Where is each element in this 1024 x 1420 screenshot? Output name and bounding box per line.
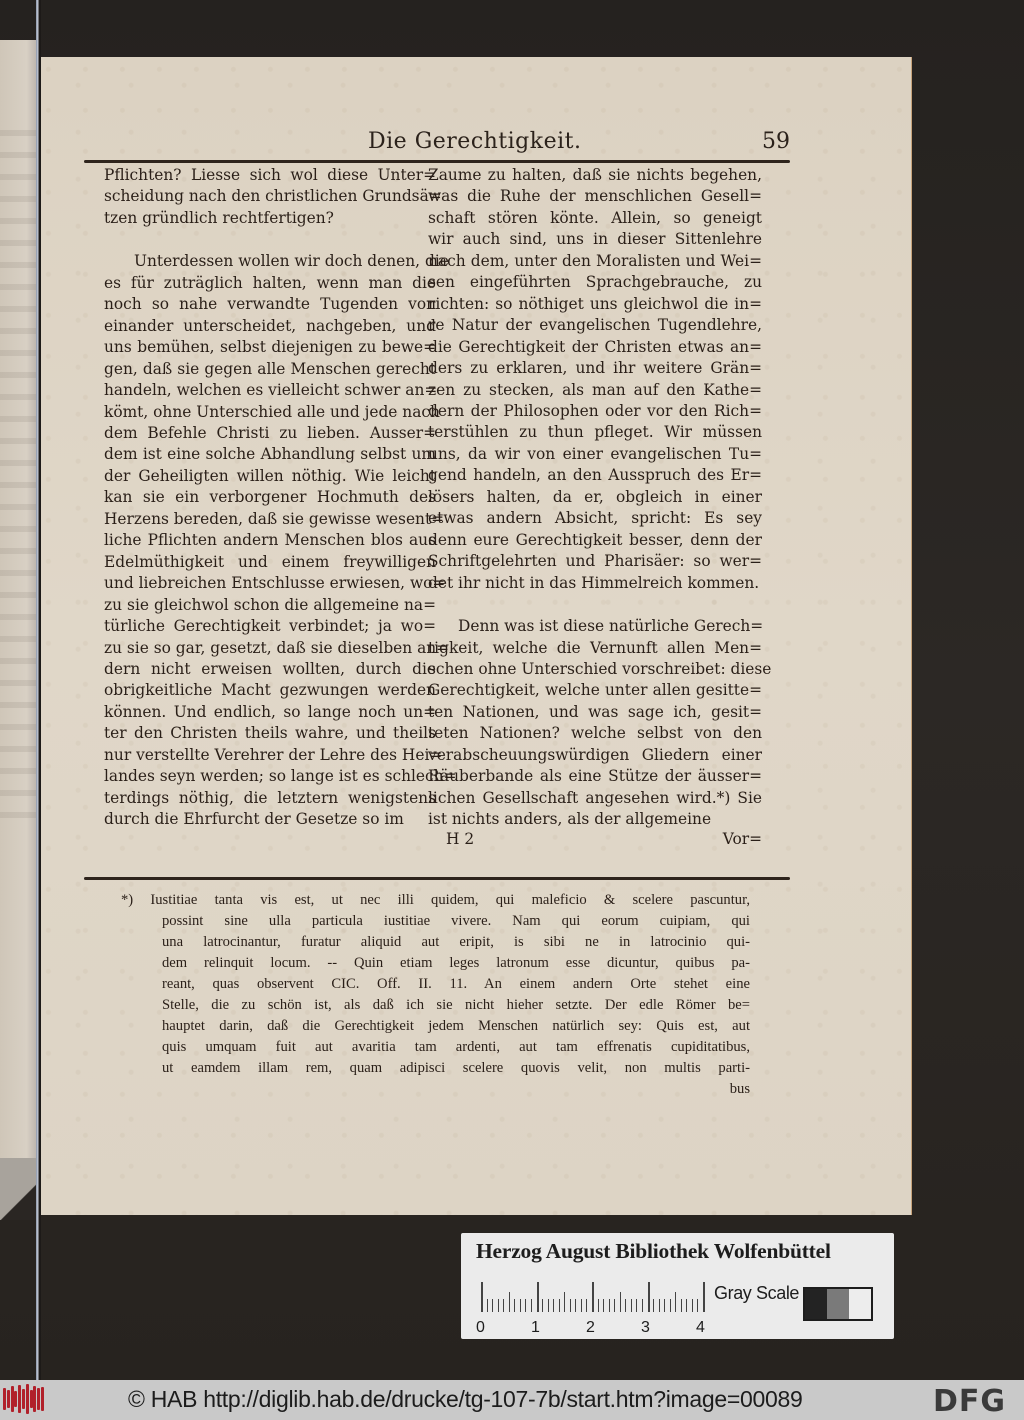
text-line: handeln, welchen es vielleicht schwer an= bbox=[104, 381, 438, 400]
footnote-line: reant, quas observent CIC. Off. II. 11. An einem andern Orte stehet eine bbox=[162, 976, 750, 992]
previous-page-corner bbox=[0, 1158, 38, 1220]
ruler-tick bbox=[659, 1299, 660, 1312]
text-line: sen eingeführten Sprachgebrauche, zu bbox=[428, 273, 762, 292]
text-line: liche Pflichten andern Menschen blos aus bbox=[104, 531, 436, 550]
institution-name: Herzog August Bibliothek Wolfenbüttel bbox=[476, 1239, 831, 1263]
text-line: denn eure Gerechtigkeit besser, denn der bbox=[428, 530, 762, 549]
text-line: Denn was ist diese natürliche Gerech= bbox=[458, 617, 764, 636]
footnote-line: hauptet darin, daß die Gerechtigkeit jedem Menschen natürlich sey: Quis est, aut bbox=[162, 1018, 750, 1034]
scale-ruler bbox=[481, 1280, 703, 1312]
text-line: es für zuträglich halten, wenn man die bbox=[104, 273, 436, 292]
logo-bar bbox=[22, 1389, 25, 1409]
text-line: lichen Gesellschaft angesehen wird.*) Sie bbox=[428, 788, 762, 807]
ruler-tick bbox=[603, 1299, 604, 1312]
ruler-tick bbox=[520, 1299, 521, 1312]
ruler-tick bbox=[692, 1299, 693, 1312]
ruler-tick bbox=[514, 1299, 515, 1312]
previous-page-edge bbox=[0, 40, 38, 1220]
ruler-tick bbox=[636, 1299, 637, 1312]
text-line: dern nicht erweisen wollten, durch die bbox=[104, 659, 436, 678]
library-label-card bbox=[461, 1233, 894, 1339]
text-line: terdings nöthig, die letztern wenigstens bbox=[104, 788, 436, 807]
ruler-tick bbox=[559, 1299, 560, 1312]
footnote-line: *) Iustitiae tanta vis est, ut nec illi quidem, qui maleficio & scelere pascuntur, bbox=[121, 892, 750, 908]
text-line: dem ist eine solche Abhandlung selbst um bbox=[104, 445, 436, 464]
text-line: terstühlen zu thun pfleget. Wir müssen bbox=[428, 423, 762, 442]
ruler-tick bbox=[614, 1299, 615, 1312]
ruler-tick bbox=[703, 1282, 705, 1312]
ruler-tick bbox=[548, 1299, 549, 1312]
text-line: lösers halten, da er, obgleich in einer bbox=[428, 487, 762, 506]
text-line: schaft stören könte. Allein, so geneigt bbox=[428, 208, 762, 227]
text-line: zen zu stecken, als man auf den Kathe= bbox=[428, 380, 762, 399]
text-line: und liebreichen Entschlusse erwiesen, wo= bbox=[104, 574, 446, 593]
gray-swatch bbox=[849, 1289, 871, 1319]
paragraph-gap bbox=[428, 594, 762, 616]
text-line: türliche Gerechtigkeit verbindet; ja wo= bbox=[104, 617, 436, 636]
text-line: Edelmüthigkeit und einem freywilligen bbox=[104, 552, 436, 571]
text-line: uns, da wir von einer evangelischen Tu= bbox=[428, 444, 762, 463]
text-line: re Natur der evangelischen Tugendlehre, bbox=[428, 316, 762, 335]
running-head bbox=[85, 125, 790, 159]
ruler-label: 4 bbox=[696, 1319, 705, 1336]
text-line: landes seyn werden; so lange ist es schlech= bbox=[104, 767, 457, 786]
signature-row bbox=[428, 830, 762, 852]
ruler-tick bbox=[481, 1282, 483, 1312]
ruler-tick bbox=[592, 1282, 594, 1312]
left-column bbox=[104, 165, 457, 831]
footnote bbox=[104, 890, 750, 1100]
text-line: kan sie ein verborgener Hochmuth des bbox=[104, 488, 436, 507]
ruler-tick bbox=[670, 1299, 671, 1312]
paragraph bbox=[104, 251, 457, 830]
text-line: können. Und endlich, so lange noch un= bbox=[104, 702, 436, 721]
ruler-label: 0 bbox=[476, 1319, 485, 1336]
ruler-tick bbox=[586, 1299, 587, 1312]
text-line: Herzens bereden, daß sie gewisse wesent= bbox=[104, 509, 445, 528]
footnote-line: ut eamdem illam rem, quam adipisci scelere quovis velit, non multis parti- bbox=[162, 1060, 750, 1076]
text-line: gend handeln, an den Ausspruch des Er= bbox=[428, 466, 762, 485]
running-title: Die Gerechtigkeit. bbox=[368, 129, 582, 154]
paragraph-gap bbox=[104, 229, 436, 251]
text-line: ten Nationen, und was sage ich, gesit= bbox=[428, 702, 762, 721]
ruler-tick bbox=[564, 1292, 565, 1312]
logo-bar bbox=[26, 1384, 29, 1414]
text-line: det ihr nicht in das Himmelreich kommen. bbox=[428, 573, 760, 592]
footnote-line: quis umquam fuit aut avaritia tam ardenti, aut tam effrenatis cupiditatibus, bbox=[162, 1039, 750, 1055]
gray-scale-swatches bbox=[803, 1287, 873, 1321]
ruler-tick bbox=[570, 1299, 571, 1312]
text-line: tigkeit, welche die Vernunft allen Men= bbox=[428, 638, 762, 657]
previous-page-text-bleed bbox=[0, 130, 38, 830]
text-line: die Gerechtigkeit der Christen etwas an= bbox=[428, 337, 762, 356]
gray-scale-label: Gray Scale bbox=[714, 1283, 800, 1303]
text-line: noch so nahe verwandte Tugenden von bbox=[104, 295, 436, 314]
header-rule bbox=[84, 160, 790, 163]
footnote-line: bus bbox=[729, 1081, 750, 1097]
ruler-tick bbox=[631, 1299, 632, 1312]
ruler-tick bbox=[542, 1299, 543, 1312]
text-line: durch die Ehrfurcht der Gesetze so im bbox=[104, 810, 404, 829]
logo-bar bbox=[11, 1386, 14, 1412]
text-line: richten: so nöthiget uns gleichwol die in= bbox=[428, 294, 762, 313]
text-line: Zaume zu halten, daß sie nichts begehen, bbox=[428, 166, 762, 184]
paragraph bbox=[428, 165, 762, 594]
paragraph bbox=[428, 616, 772, 831]
logo-bar bbox=[41, 1387, 44, 1411]
text-line: wir auch sind, uns in dieser Sittenlehre bbox=[428, 230, 762, 249]
ruler-tick bbox=[537, 1282, 539, 1312]
text-line: zu sie gleichwol schon die allgemeine na= bbox=[104, 595, 436, 614]
ruler-tick bbox=[487, 1299, 488, 1312]
text-line: Schriftgelehrten und Pharisäer: so wer= bbox=[428, 552, 762, 571]
ruler-tick bbox=[675, 1292, 676, 1312]
logo-bar bbox=[30, 1390, 33, 1408]
page-number: 59 bbox=[762, 129, 790, 154]
text-line: einander unterscheidet, nachgeben, und bbox=[104, 316, 436, 335]
ruler-tick bbox=[531, 1299, 532, 1312]
text-line: schen ohne Unterschied vorschreibet: diese bbox=[428, 659, 772, 678]
text-line: Räuberbande als eine Stütze der äusser= bbox=[428, 767, 762, 786]
gray-swatch bbox=[827, 1289, 849, 1319]
paragraph bbox=[104, 165, 442, 229]
ruler-tick bbox=[575, 1299, 576, 1312]
text-line: etwas andern Absicht, spricht: Es sey bbox=[428, 509, 762, 528]
text-line: uns bemühen, selbst diejenigen zu bewe= bbox=[104, 338, 436, 357]
right-column bbox=[428, 165, 772, 831]
footer-bar bbox=[0, 1380, 1024, 1420]
ruler-tick bbox=[686, 1299, 687, 1312]
ruler-tick bbox=[609, 1299, 610, 1312]
text-line: Unterdessen wollen wir doch denen, die bbox=[134, 252, 449, 271]
text-line: dem Befehle Christi zu lieben. Ausser= bbox=[104, 423, 436, 442]
text-line: kömt, ohne Unterschied alle und jede nach bbox=[104, 402, 440, 421]
footnote-line: Stelle, die zu schön ist, als daß ich sie nicht hieher setzte. Der edle Römer be= bbox=[162, 997, 750, 1013]
text-line: Pflichten? Liesse sich wol diese Unter= bbox=[104, 166, 436, 184]
ruler-label: 1 bbox=[531, 1319, 540, 1336]
text-line: nur verstellte Verehrer der Lehre des Hei= bbox=[104, 745, 443, 764]
ruler-tick bbox=[648, 1282, 650, 1312]
ruler-tick bbox=[681, 1299, 682, 1312]
ruler-tick bbox=[509, 1292, 510, 1312]
catchword: Vor= bbox=[722, 830, 762, 848]
ruler-tick bbox=[525, 1299, 526, 1312]
ruler-tick bbox=[620, 1292, 621, 1312]
footnote-line: dem relinquit locum. -- Quin etiam leges latronum esse dicuntur, quibus pa- bbox=[162, 955, 750, 971]
logo-bar bbox=[14, 1391, 17, 1407]
dfg-logo-icon: DFG bbox=[933, 1384, 1007, 1419]
ruler-label: 3 bbox=[641, 1319, 650, 1336]
copyright-link[interactable]: © HAB http://diglib.hab.de/drucke/tg-107-7b/start.htm?image=00089 bbox=[128, 1386, 803, 1412]
book-page bbox=[41, 57, 911, 1215]
gray-swatch bbox=[805, 1289, 827, 1319]
ruler-tick bbox=[664, 1299, 665, 1312]
ruler-tick bbox=[492, 1299, 493, 1312]
ruler-tick bbox=[498, 1299, 499, 1312]
ruler-tick bbox=[653, 1299, 654, 1312]
ruler-tick bbox=[581, 1299, 582, 1312]
footnote-line: possint sine ulla particula iustitiae vivere. Nam qui eorum cuipiam, qui bbox=[162, 913, 750, 929]
text-line: ter den Christen theils wahre, und theils bbox=[104, 724, 436, 743]
footnote-rule bbox=[84, 877, 790, 880]
ruler-tick bbox=[625, 1299, 626, 1312]
text-line: scheidung nach den christlichen Grundsä= bbox=[104, 187, 442, 206]
signature-mark: H 2 bbox=[446, 830, 475, 848]
logo-bar bbox=[7, 1390, 10, 1408]
text-line: der Geheiligten willen nöthig. Wie leicht bbox=[104, 466, 436, 485]
text-line: ist nichts anders, als der allgemeine bbox=[428, 810, 712, 829]
logo-bar bbox=[3, 1388, 6, 1410]
footnote-line: una latrocinantur, furatur aliquid aut eripit, is sibi ne in latrocinio qui- bbox=[162, 934, 750, 950]
text-line: dern der Philosophen oder vor den Rich= bbox=[428, 401, 762, 420]
text-line: verabscheuungswürdigen Gliedern einer bbox=[428, 745, 762, 764]
logo-bar bbox=[33, 1386, 36, 1412]
ruler-tick bbox=[598, 1299, 599, 1312]
text-line: gen, daß sie gegen alle Menschen gerecht bbox=[104, 359, 436, 378]
text-line: obrigkeitliche Macht gezwungen werden bbox=[104, 681, 436, 700]
ruler-tick bbox=[697, 1299, 698, 1312]
ruler-tick bbox=[553, 1299, 554, 1312]
text-line: tzen gründlich rechtfertigen? bbox=[104, 208, 334, 227]
hab-logo-icon bbox=[3, 1384, 45, 1414]
ruler-tick bbox=[503, 1299, 504, 1312]
text-line: teten Nationen? welche selbst von den bbox=[428, 724, 762, 743]
ruler-label: 2 bbox=[586, 1319, 595, 1336]
text-line: zu sie so gar, gesetzt, daß sie dieselben an= bbox=[104, 638, 450, 657]
logo-bar bbox=[37, 1388, 40, 1410]
text-line: nach dem, unter den Moralisten und Wei= bbox=[428, 251, 762, 270]
text-line: Gerechtigkeit, welche unter allen gesitte= bbox=[428, 681, 762, 700]
text-line: was die Ruhe der menschlichen Gesell= bbox=[428, 187, 762, 206]
text-line: ders zu erklaren, und ihr weitere Grän= bbox=[428, 359, 762, 378]
ruler-tick bbox=[642, 1299, 643, 1312]
logo-bar bbox=[18, 1385, 21, 1413]
